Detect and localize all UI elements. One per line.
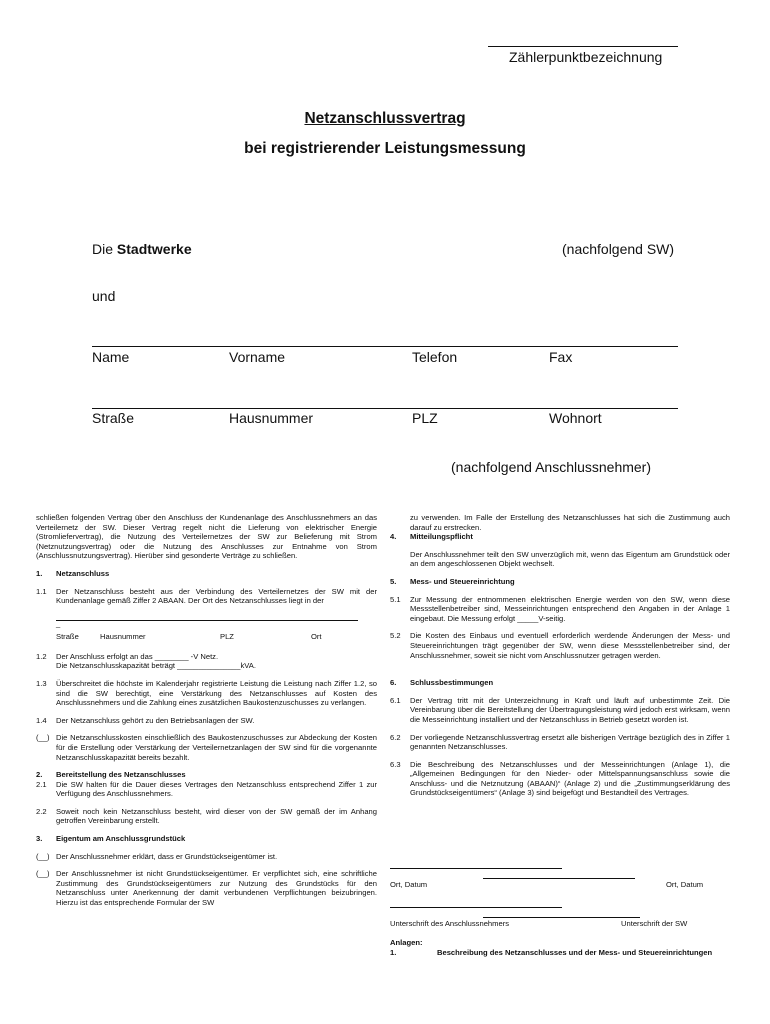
addr-ort: Ort: [311, 631, 322, 641]
clause-1-4: 1.4 Der Netzanschluss gehört zu den Betriebsanlagen der SW.: [36, 715, 255, 725]
meter-point-line: [488, 46, 678, 47]
address-block: [36, 620, 377, 646]
addr-plz: PLZ: [220, 631, 234, 641]
intro-text: schließen folgenden Vertrag über den Anschluss der Kundenanlage des Anschlussnehmers an das Verteilernetz der SW. Dieser Vertrag regelt nicht die Lieferung von elektrischer Energie (Stromliefervertrag), die Nutzung des Verteilernetzes der SW zur Belieferung mit Strom (Netznutzungsvertrag) oder die Nutzung des Anschlusses zur Entnahme von Strom (Anschlussnutzungsvertrag). Hierüber sind gesonderte Verträge zu schließen.: [36, 513, 377, 561]
section-1-heading: 1. Netzanschluss: [36, 568, 110, 578]
addr-strasse: Straße: [56, 631, 79, 641]
section-3-heading: 3. Eigentum am Anschlussgrundstück: [36, 834, 186, 844]
field-name: Name: [92, 349, 130, 365]
signature-right: Unterschrift der SW: [621, 919, 688, 928]
clause-2-2: 2.2 Soweit noch kein Netzanschluss besteht, wird dieser von der SW gemäß der im Anhang getroffen Vereinbarung erstellt.: [36, 806, 377, 826]
field-strasse: Straße: [92, 410, 135, 426]
place-date-line-right: [483, 878, 635, 879]
field-vorname: Vorname: [229, 349, 286, 365]
die-label: Die: [92, 241, 117, 257]
customer-note: (nachfolgend Anschlussnehmer): [451, 459, 652, 475]
clause-1-3: 1.3 Überschreitet die höchste im Kalenderjahr registrierte Leistung die Leistung nach Ziffer 1.2, so sind die SW berechtigt, eine Verstärkung des Netzanschlusses auf Kosten des Anschlussnehmers und die Zahlung eines zusätzlichen Baukostenzuschusses zu verlangen.: [36, 678, 377, 708]
anlage-1-num: 1.: [390, 948, 397, 957]
section-2-heading: 2. Bereitstellung des Netzanschlusses: [36, 770, 186, 780]
party-line-2: [92, 408, 678, 409]
contract-title: Netzanschlussvertrag: [304, 110, 466, 127]
signature-line-left: [390, 907, 562, 908]
und-label: und: [92, 288, 116, 304]
clause-3-continued: zu verwenden. Im Falle der Erstellung des Netzanschlusses hat sich die Zustimmung auch darauf zu erstrecken.: [410, 513, 730, 532]
party-sw-line: [92, 241, 192, 257]
field-telefon: Telefon: [412, 349, 458, 365]
signature-left: Unterschrift des Anschlussnehmers: [390, 919, 510, 928]
section-4-heading: 4. Mitteilungspflicht: [390, 532, 473, 542]
sw-note: (nachfolgend SW): [562, 241, 675, 257]
clause-5-2: 5.2 Die Kosten des Einbaus und eventuell erforderlich werdende Änderungen der Mess- und Steuereinrichtungen trägt gegenüber der SW, wenn diese Messstellenbetreiber sind, der Anschlussnehmer, soweit sie nicht vom Anschlussnutzer getragen werden.: [390, 631, 730, 660]
stadtwerke-label: Stadtwerke: [116, 241, 192, 257]
address-dash: _: [56, 618, 61, 628]
meter-point-label: Zählerpunktbezeichnung: [509, 49, 663, 65]
clause-5-1: 5.1 Zur Messung der entnommenen elektrischen Energie werden von den SW, wenn diese Messstellenbetreiber sind, Messeinrichtungen entsprechend den Angaben in der Anlage 1 eingebaut. Die Messung erfolgt _____V-seitig.: [390, 594, 730, 623]
section-5-heading: 5. Mess- und Steuereinrichtung: [390, 576, 515, 586]
clause-3-2: (__) Der Anschlussnehmer ist nicht Grundstückseigentümer. Er verpflichtet sich, eine schriftliche Zustimmung des Grundstückseigentümers zur Nutzung des Grundstücks für den Netzanschluss unter Anerkennung der damit verbundenen Verpflichtungen beizubringen. Hierzu ist das entsprechende Formular der SW: [36, 869, 377, 908]
clause-6-2: 6.2 Der vorliegende Netzanschlussvertrag ersetzt alle bisherigen Verträge bezüglich des in Ziffer 1 genannten Netzanschlusses.: [390, 732, 730, 752]
address-line: [56, 620, 358, 621]
clause-1-5: (__) Die Netzanschlusskosten einschließlich des Baukostenzuschusses zur Abdeckung der Kosten für die Erstellung oder Verstärkung der Verteilernetzanlagen der SW sind für die vorgenannte Netzanschlusskapazität bereits bezahlt.: [36, 733, 377, 762]
clause-6-3: 6.3 Die Beschreibung des Netzanschlusses und der Messeinrichtungen (Anlage 1), die „Allgemeinen Bedingungen für den Nieder- oder Mittelspannungsanschluss sowie die Anschluss- und die Netznutzung (ABAAN)“ (Anlage 2) und die „Zustimmungserklärung des Grundstückseigentümers“ (Anlage 3) sind beigefügt und Bestandteil des Vertrages.: [390, 759, 730, 798]
clause-6-1: 6.1 Der Vertrag tritt mit der Unterzeichnung in Kraft und läuft auf unbestimmte Zeit. Die Vereinbarung über die Bereitstellung der Übertragungsleistung wird jedoch erst wirksam, wenn die Messeinrichtung installiert und der Netzanschluss in Betrieb gesetzt worden ist.: [390, 695, 730, 724]
right-column: [390, 513, 730, 798]
party-line-1: [92, 346, 678, 347]
clause-2-1: 2.1 Die SW halten für die Dauer dieses Vertrages den Netzanschluss entsprechend Ziffer 1 zur Verfügung des Anschlussnehmers.: [36, 779, 377, 799]
place-date-right: Ort, Datum: [666, 880, 704, 889]
addr-hausnummer: Hausnummer: [100, 631, 146, 641]
field-hausnummer: Hausnummer: [229, 410, 314, 426]
anlagen-heading: Anlagen:: [390, 938, 423, 947]
contract-subtitle: bei registrierender Leistungsmessung: [244, 140, 526, 157]
field-plz: PLZ: [412, 410, 438, 426]
clause-1-2: 1.2 Der Anschluss erfolgt an das ________ -V Netz. Die Netzanschlusskapazität beträgt _______________kVA.: [36, 651, 256, 671]
place-date-left: Ort, Datum: [390, 880, 428, 889]
anlage-1-text: Beschreibung des Netzanschlusses und der Mess- und Steuereinrichtungen: [437, 948, 713, 957]
section-6-heading: 6. Schlussbestimmungen: [390, 678, 494, 688]
signature-line-right: [483, 917, 640, 918]
field-wohnort: Wohnort: [549, 410, 602, 426]
clause-4: Der Anschlussnehmer teilt den SW unverzüglich mit, wenn das Eigentum am Grundstück oder an dem angeschlossenen Objekt wechselt.: [410, 549, 730, 569]
place-date-line-left: [390, 868, 562, 869]
field-fax: Fax: [549, 349, 573, 365]
clause-3-1: (__) Der Anschlussnehmer erklärt, dass er Grundstückseigentümer ist.: [36, 851, 278, 861]
left-column: [36, 513, 377, 908]
clause-1-1: 1.1 Der Netzanschluss besteht aus der Verbindung des Verteilernetzes der SW mit der Kundenanlage gemäß Ziffer 2 ABAAN. Der Ort des Netzanschlusses liegt in der: [36, 586, 377, 606]
